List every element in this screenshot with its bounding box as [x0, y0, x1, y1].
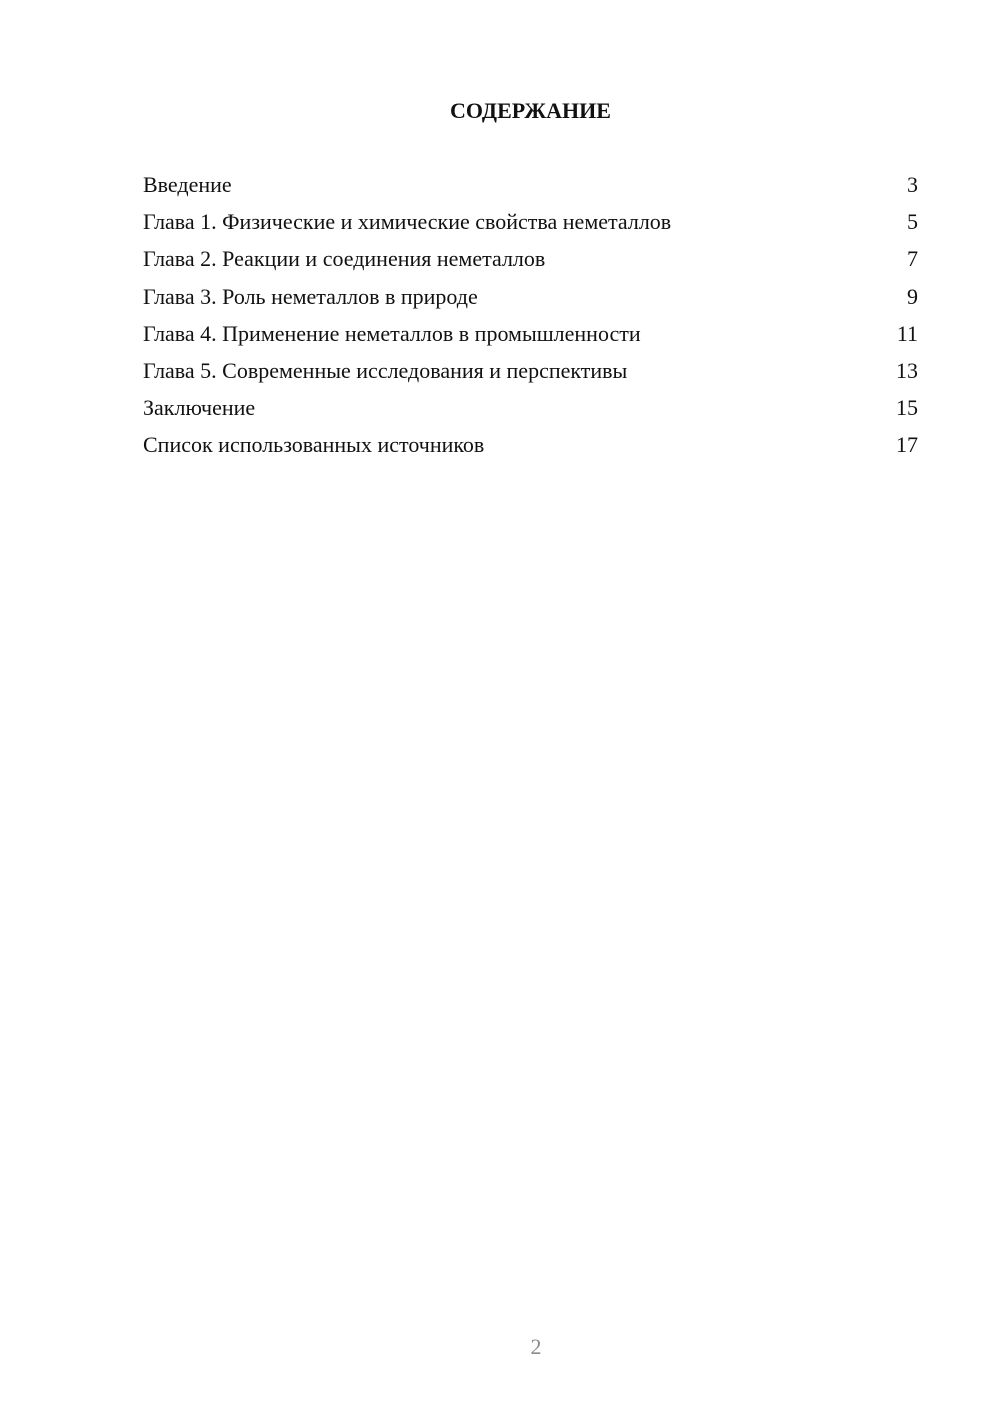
- toc-entry-label: Глава 5. Современные исследования и перспективы: [143, 357, 628, 383]
- page-number: 2: [530, 1334, 542, 1359]
- toc-entry-label: Заключение: [143, 395, 256, 421]
- toc-entry-chapter-2: [143, 244, 918, 281]
- toc-entry-page: 13: [896, 357, 918, 383]
- toc-entry-chapter-1: [143, 207, 918, 244]
- toc-entry-chapter-3: [143, 282, 918, 319]
- toc-entry-conclusion: [143, 393, 918, 430]
- toc-entry-label: Введение: [143, 172, 232, 197]
- toc-entry-label: Глава 2. Реакции и соединения неметаллов: [143, 246, 546, 272]
- toc-entry-introduction: [143, 170, 918, 207]
- toc-entry-page: 9: [907, 283, 918, 309]
- toc-entry-page: 15: [896, 395, 918, 421]
- toc-entry-label: Глава 1. Физические и химические свойства неметаллов: [143, 209, 672, 235]
- page-title: СОДЕРЖАНИЕ: [450, 98, 611, 123]
- toc-entry-label: Глава 4. Применение неметаллов в промышленности: [143, 320, 641, 346]
- toc-entry-page: 5: [907, 209, 918, 235]
- table-of-contents: [143, 170, 918, 468]
- toc-entry-page: 7: [907, 246, 918, 272]
- toc-entry-label: Список использованных источников: [143, 432, 485, 458]
- toc-entry-page: 3: [907, 172, 918, 197]
- toc-entry-label: Глава 3. Роль неметаллов в природе: [143, 283, 478, 309]
- toc-entry-page: 17: [896, 432, 918, 458]
- toc-entry-chapter-4: [143, 319, 918, 356]
- toc-entry-chapter-5: [143, 356, 918, 393]
- toc-entry-page: 11: [896, 320, 918, 346]
- toc-entry-references: [143, 430, 918, 467]
